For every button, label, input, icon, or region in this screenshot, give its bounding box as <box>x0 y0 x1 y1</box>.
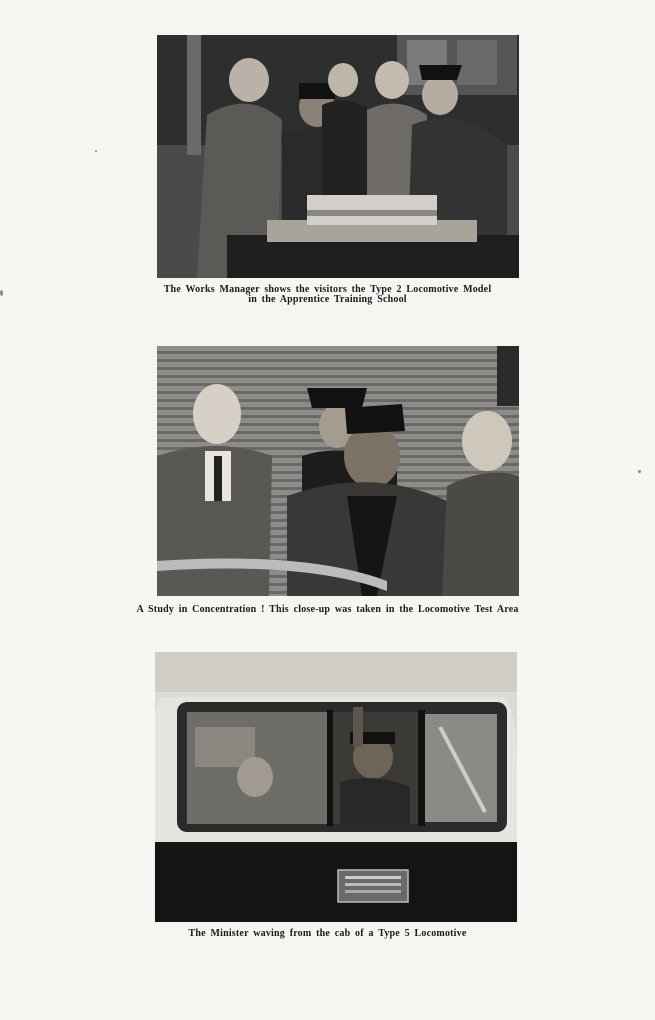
photo-caption-3 <box>0 929 655 939</box>
photo-cab-image <box>155 652 517 922</box>
photo-locomotive-model-image <box>157 35 519 278</box>
paper-speck <box>95 150 97 152</box>
photo-cab <box>155 652 517 922</box>
photo-caption-2 <box>0 605 655 615</box>
paper-speck <box>638 470 641 473</box>
caption-line: The Minister waving from the cab of a Type 5 Locomotive <box>188 928 467 939</box>
photo-locomotive-model <box>157 35 519 278</box>
caption-line: The Works Manager shows the visitors the Type 2 Locomotive Model <box>163 284 492 295</box>
photo-caption-1 <box>0 285 655 305</box>
caption-line: in the Apprentice Training School <box>248 294 407 305</box>
paper-speck <box>0 290 3 296</box>
photo-test-area-image <box>157 346 519 596</box>
photo-test-area <box>157 346 519 596</box>
caption-line: A Study in Concentration ! This close-up was taken in the Locomotive Test Area <box>136 604 519 615</box>
